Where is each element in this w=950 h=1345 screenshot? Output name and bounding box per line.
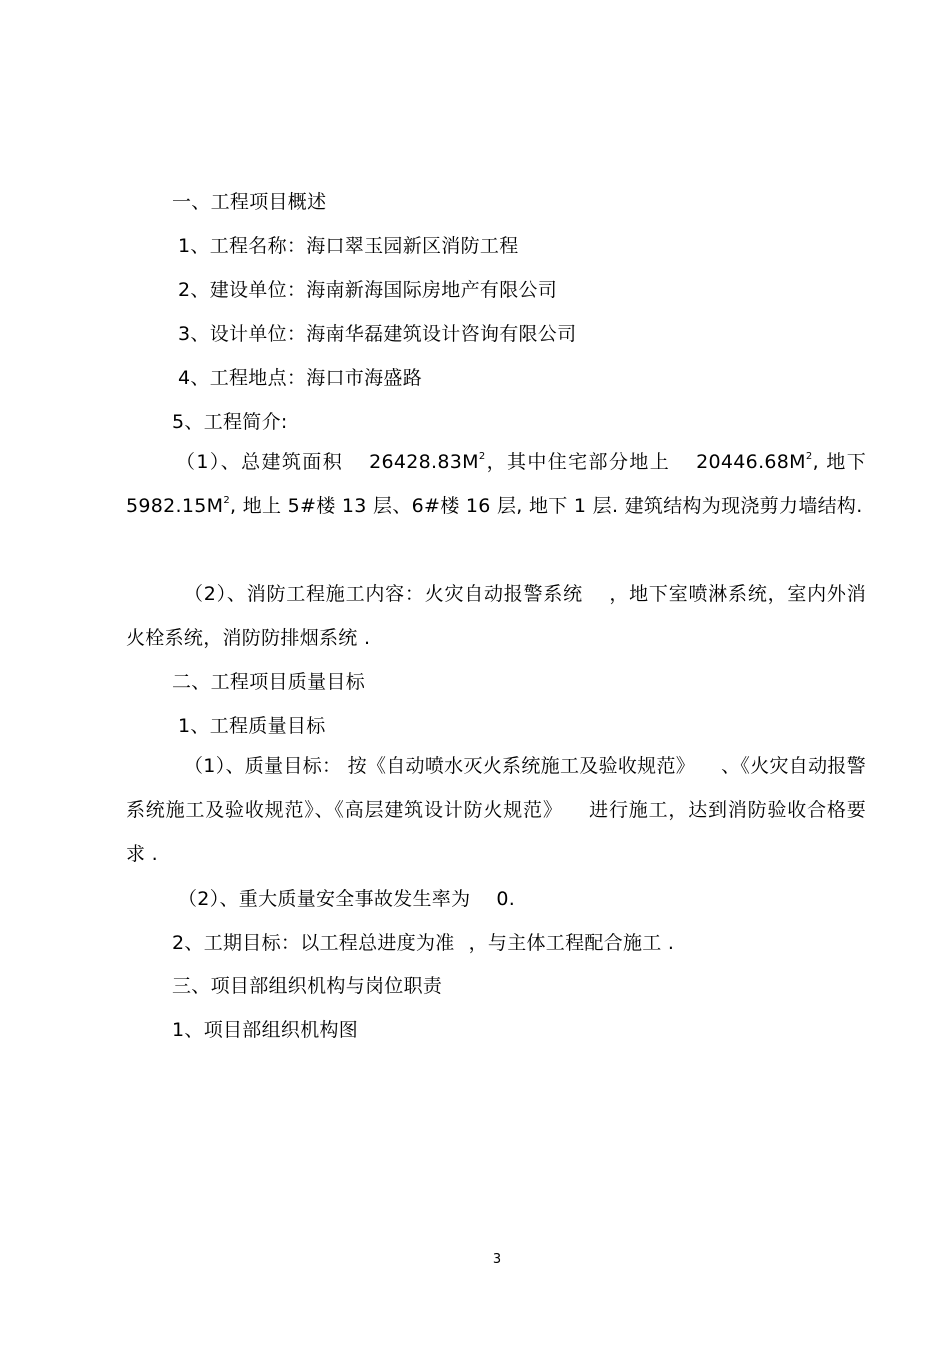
intro1-tail: , 地上 5#楼 13 层、6#楼 16 层, 地下 1 层. 建筑结构为现浇剪力墙结构. — [230, 495, 863, 517]
intro1-lead: （1）、总建筑面积 — [176, 451, 344, 473]
quality-goal-subheading: 1、工程质量目标 — [178, 715, 326, 737]
area-unit-exponent: 2 — [478, 451, 486, 462]
section-1-heading: 一、工程项目概述 — [172, 191, 327, 213]
org-chart-subheading: 1、项目部组织机构图 — [172, 1019, 359, 1041]
section-2-heading: 二、工程项目质量目标 — [172, 671, 366, 693]
above-ground-area: 20446.68M — [696, 451, 806, 473]
schedule-lead: 2、工期目标：以工程总进度为准 — [172, 932, 455, 954]
page-number: 3 — [492, 1252, 502, 1267]
goal1-rest: 进行施工，达到消防验收合格要求 . — [126, 799, 867, 865]
section-3-heading: 三、项目部组织机构与岗位职责 — [172, 975, 443, 997]
project-intro-paragraph-1 — [126, 440, 866, 528]
accident-rate-value: 0. — [496, 888, 516, 910]
goal1-mid: 、《火灾自动报警系统施工及验收规范》、《高层建筑设计防火规范》 — [126, 755, 866, 821]
project-brief-line: 5、工程简介: — [172, 411, 288, 433]
intro2-rest: ，地下室喷淋系统，室内外消火栓系统，消防防排烟系统 . — [126, 583, 867, 649]
project-intro-paragraph-2 — [126, 572, 866, 660]
schedule-goal-line — [172, 930, 674, 956]
total-area: 26428.83M — [369, 451, 479, 473]
area-unit-exponent: 2 — [805, 451, 813, 462]
goal1-lead: （1）、质量目标： 按《自动喷水灭火系统施工及验收规范》 — [184, 755, 696, 777]
designer-line: 3、设计单位：海南华磊建筑设计咨询有限公司 — [178, 323, 577, 345]
project-name-line: 1、工程名称：海口翠玉园新区消防工程 — [178, 235, 519, 257]
location-line: 4、工程地点：海口市海盛路 — [178, 367, 422, 389]
intro1-mid: ，其中住宅部分地上 — [485, 451, 671, 473]
schedule-rest: ，与主体工程配合施工 . — [468, 932, 675, 954]
intro1-mid2: , 地下 — [812, 451, 867, 473]
area-unit-exponent: 2 — [223, 495, 231, 506]
below-ground-area: 5982.15M — [126, 495, 224, 517]
goal2-lead: （2）、重大质量安全事故发生率为 — [178, 888, 471, 910]
accident-rate-line — [178, 886, 515, 912]
quality-goal-paragraph — [126, 744, 866, 876]
intro2-lead: （2）、消防工程施工内容：火灾自动报警系统 — [184, 583, 583, 605]
developer-line: 2、建设单位：海南新海国际房地产有限公司 — [178, 279, 558, 301]
